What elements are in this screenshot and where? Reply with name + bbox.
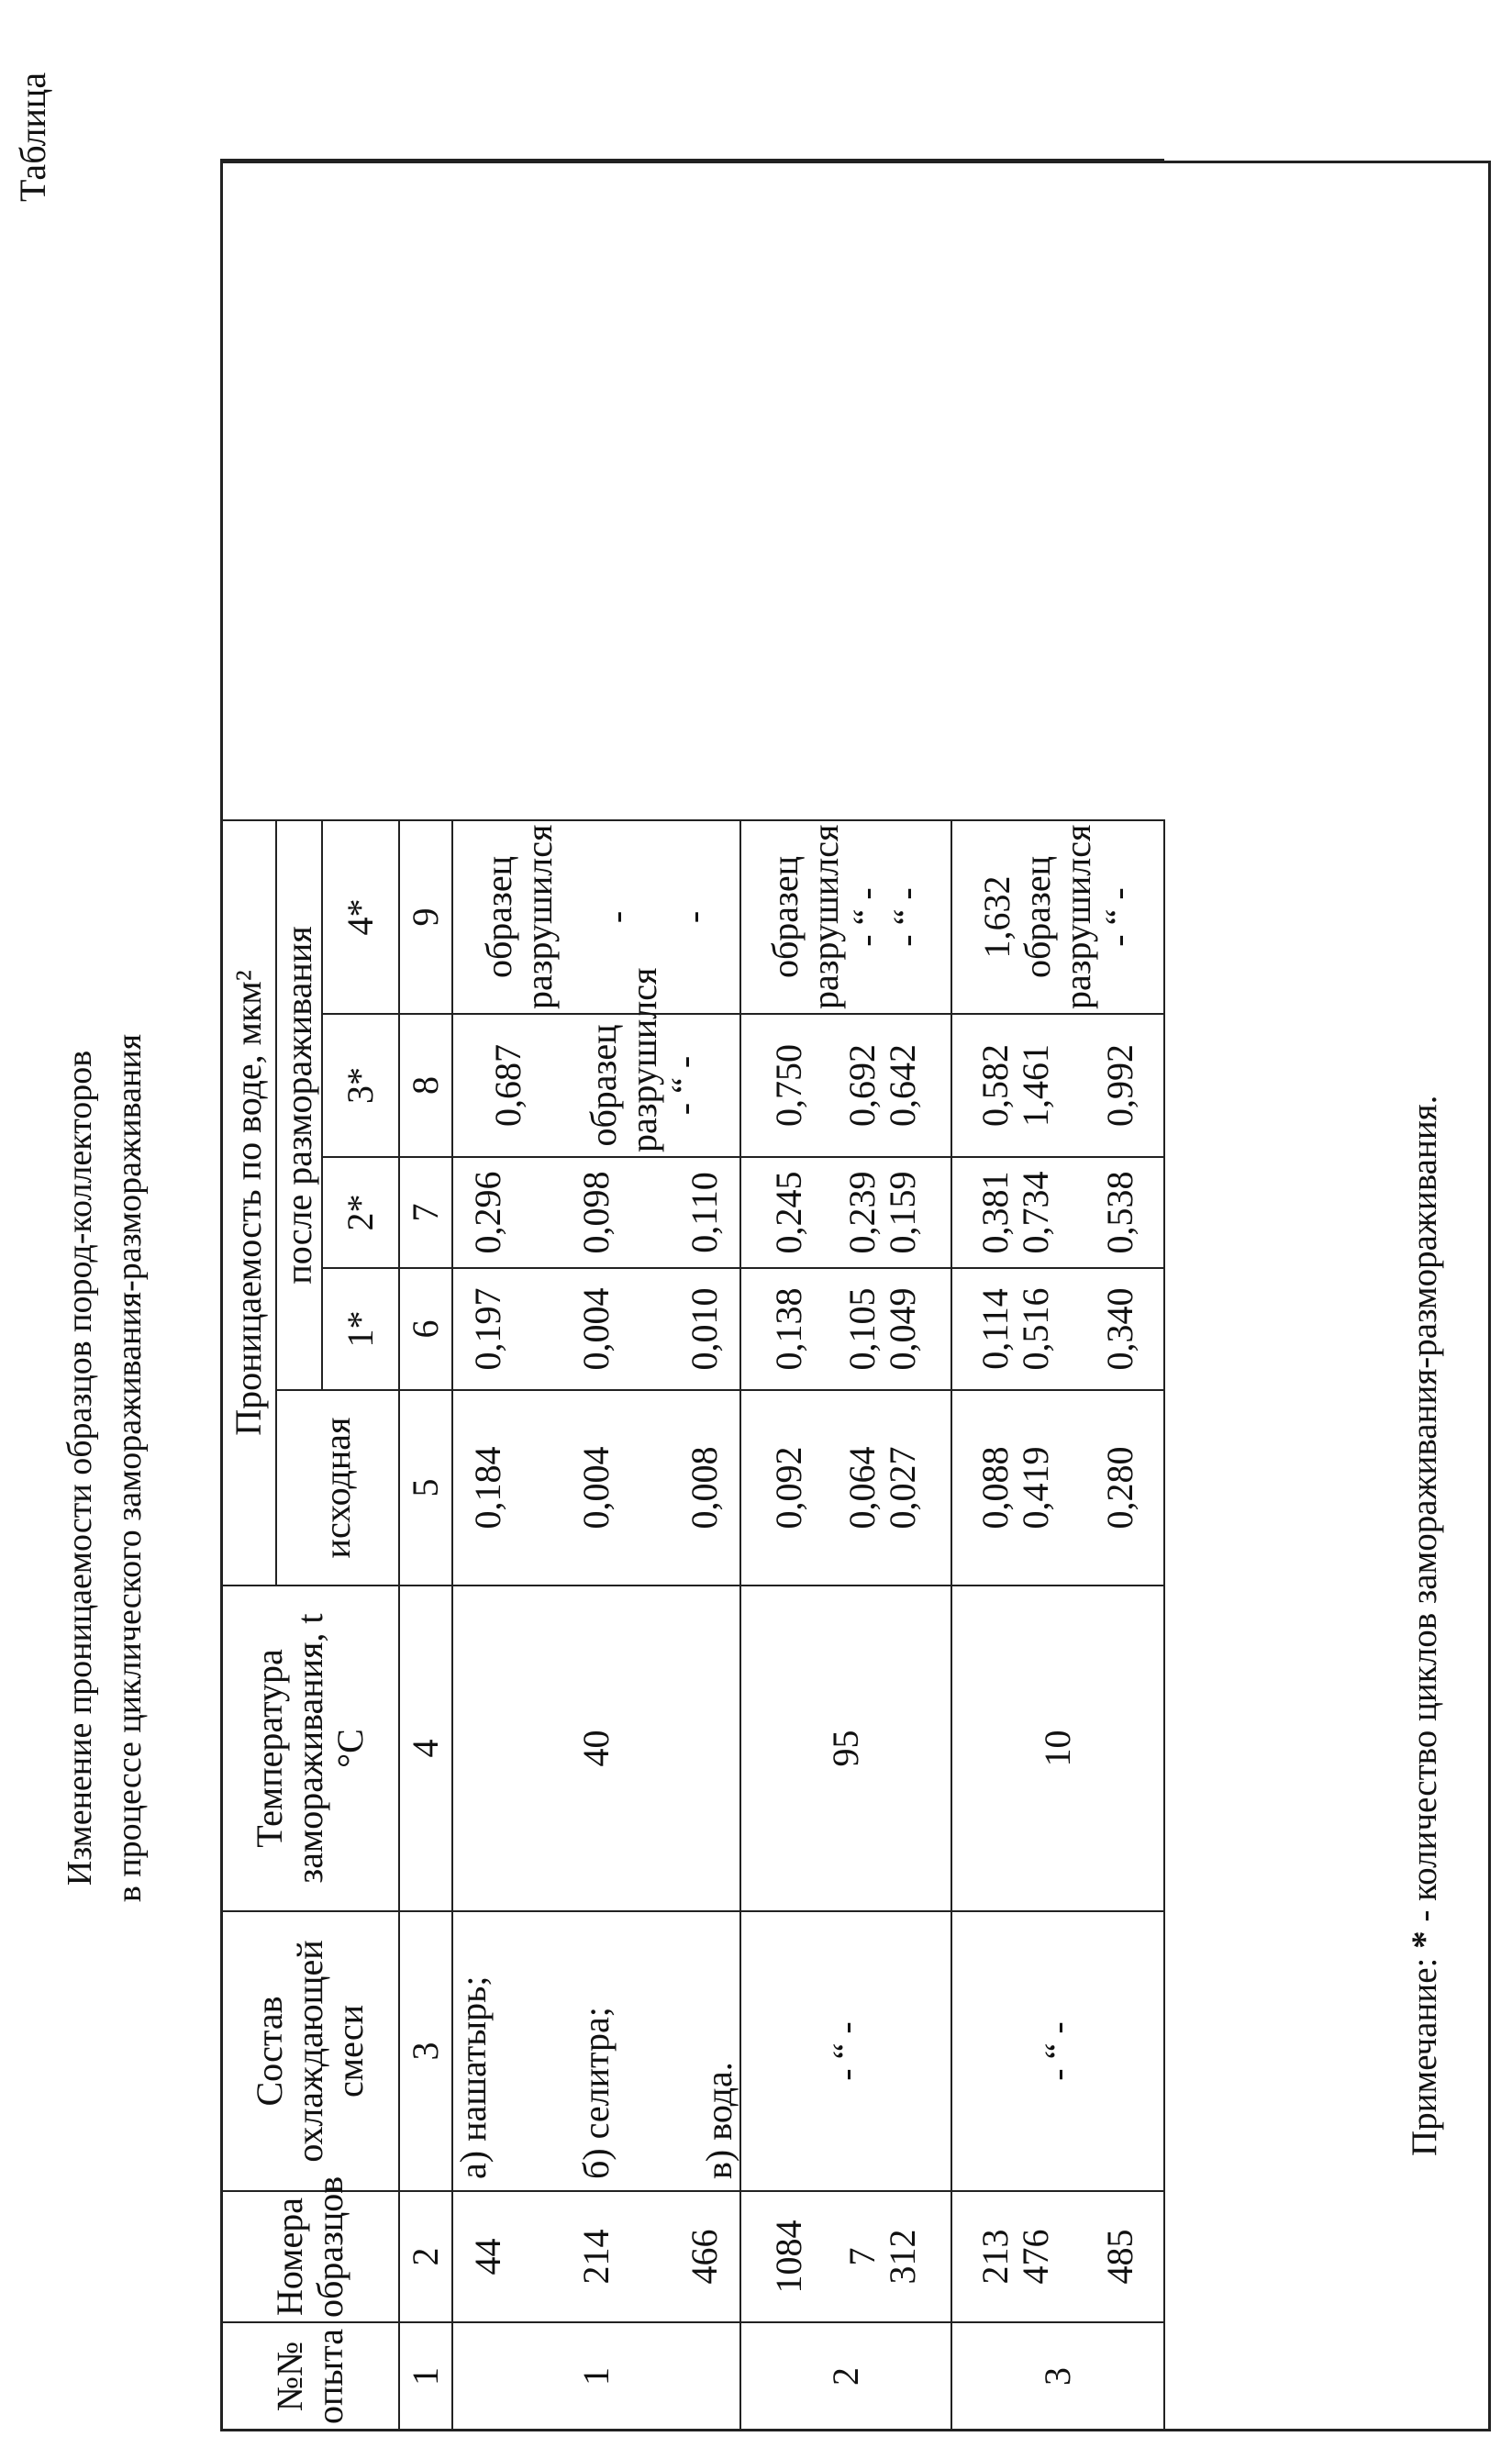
mixture-composition: а) нашатырь; б) селитра; в) вода.: [452, 1911, 740, 2191]
permeability-cycle-1: 0,197 0,004 0,010: [452, 1268, 740, 1390]
mixture-composition: - “ -: [951, 1911, 1164, 2191]
mixture-composition: - “ -: [740, 1911, 951, 2191]
header-mixture: Состав охлаждающей смеси: [221, 1911, 399, 2191]
header-samples: Номера образцов: [221, 2191, 399, 2322]
title-line-2: в процессе циклического замораживания-размораживания: [105, 826, 154, 2110]
footnote-text: - количество циклов замораживания-размораживания.: [1405, 1096, 1444, 1922]
header-initial: исходная: [276, 1390, 399, 1586]
col-number: 9: [399, 820, 452, 1014]
permeability-table: [220, 159, 1165, 2431]
header-experiment: №№ опыта: [221, 2322, 399, 2431]
table-footnote: [1404, 1096, 1445, 2156]
permeability-cycle-2: 0,296 0,098 0,110: [452, 1157, 740, 1268]
col-number: 6: [399, 1268, 452, 1390]
permeability-cycle-1: 0,114 0,516 0,340: [951, 1268, 1164, 1390]
permeability-cycle-3: 0,582 1,461 0,992: [951, 1014, 1164, 1157]
permeability-cycle-4: образец разрушился - “ - - “ -: [740, 820, 951, 1014]
sample-numbers: 213 476 485: [951, 2191, 1164, 2322]
experiment-number: 2: [740, 2322, 951, 2431]
header-cycle-1: 1*: [322, 1268, 399, 1390]
col-number: 2: [399, 2191, 452, 2322]
permeability-cycle-3: 0,687 образец разрушился - “ -: [452, 1014, 740, 1157]
header-cycle-2: 2*: [322, 1157, 399, 1268]
freeze-temperature: 10: [951, 1586, 1164, 1911]
permeability-initial: 0,092 0,064 0,027: [740, 1390, 951, 1586]
experiment-number: 3: [951, 2322, 1164, 2431]
footnote-label: Примечание:: [1405, 1958, 1444, 2156]
document-page: [0, 0, 1512, 2459]
freeze-temperature: 95: [740, 1586, 951, 1911]
header-cycle-4: 4*: [322, 820, 399, 1014]
col-number: 1: [399, 2322, 452, 2431]
col-number: 8: [399, 1014, 452, 1157]
header-cycle-3: 3*: [322, 1014, 399, 1157]
sample-numbers: 44 214 466: [452, 2191, 740, 2322]
col-number: 3: [399, 1911, 452, 2191]
header-temperature: Температура замораживания, t °C: [221, 1586, 399, 1911]
table-label: Таблица: [11, 72, 54, 202]
header-permeability: Проницаемость по воде, мкм²: [221, 820, 276, 1586]
permeability-cycle-2: 0,381 0,734 0,538: [951, 1157, 1164, 1268]
permeability-initial: 0,088 0,419 0,280: [951, 1390, 1164, 1586]
header-after-thaw: после размораживания: [276, 820, 322, 1390]
permeability-cycle-2: 0,245 0,239 0,159: [740, 1157, 951, 1268]
permeability-cycle-1: 0,138 0,105 0,049: [740, 1268, 951, 1390]
permeability-cycle-3: 0,750 0,692 0,642: [740, 1014, 951, 1157]
freeze-temperature: 40: [452, 1586, 740, 1911]
document-title: [55, 826, 154, 2110]
sample-numbers: 1084 7 312: [740, 2191, 951, 2322]
permeability-cycle-4: образец разрушился - -: [452, 820, 740, 1014]
empty-margin-column: [221, 160, 1164, 820]
permeability-cycle-4: 1,632 образец разрушился - “ -: [951, 820, 1164, 1014]
col-number: 7: [399, 1157, 452, 1268]
title-line-1: Изменение проницаемости образцов пород-коллекторов: [55, 826, 105, 2110]
footnote-star: *: [1405, 1930, 1444, 1949]
experiment-number: 1: [452, 2322, 740, 2431]
permeability-initial: 0,184 0,004 0,008: [452, 1390, 740, 1586]
col-number: 5: [399, 1390, 452, 1586]
col-number: 4: [399, 1586, 452, 1911]
